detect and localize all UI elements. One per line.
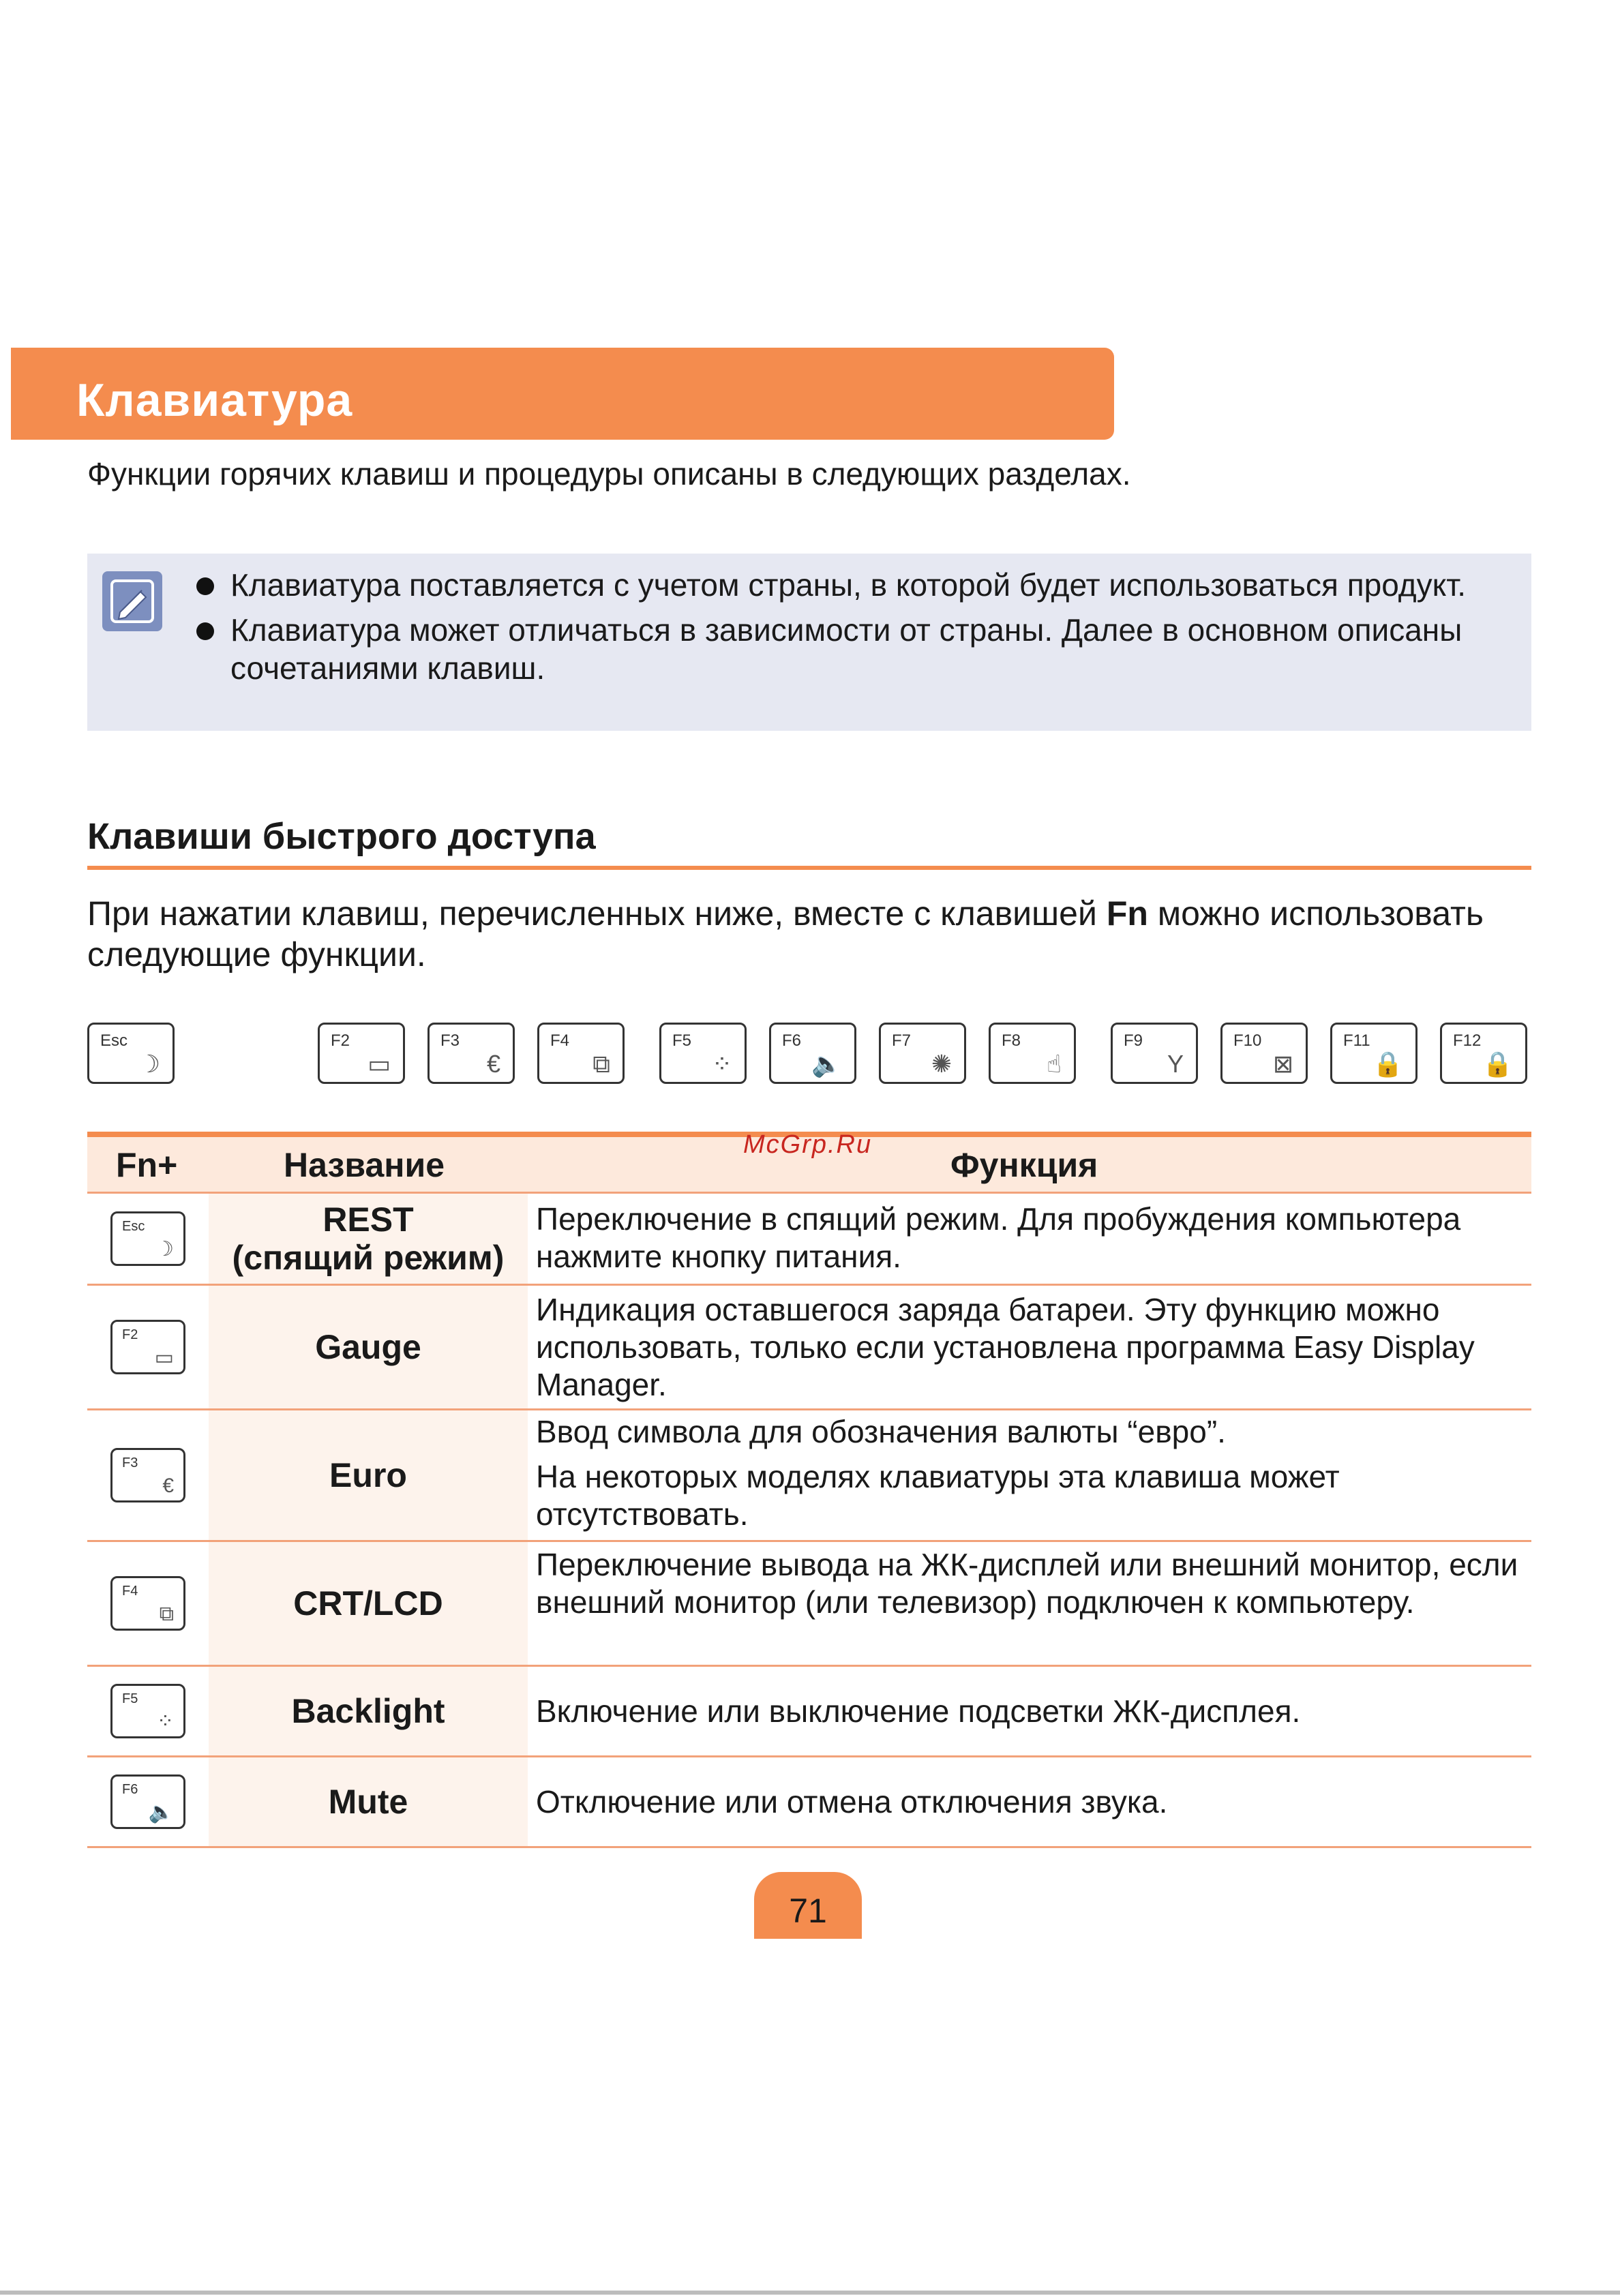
note-list — [196, 566, 1519, 694]
brightness-icon: ✺ — [931, 1050, 952, 1078]
desc-key: Fn — [1106, 894, 1148, 933]
row-name: CRT/LCD — [293, 1584, 443, 1622]
display-off-icon: ⊠ — [1272, 1050, 1293, 1078]
note-item-text: Клавиатура может отличаться в зависимости от страны. Далее в основном описаны сочетаниями клавиш. — [230, 612, 1462, 686]
key-f12: F12 🔒 — [1440, 1023, 1527, 1084]
battery-icon: ▭ — [367, 1050, 391, 1078]
monitor-switch-icon: ⧉ — [159, 1603, 174, 1625]
key-f10: F10 ⊠ — [1220, 1023, 1308, 1084]
moon-sleep-icon: ☽ — [155, 1238, 174, 1260]
page-bottom-rule — [0, 2291, 1620, 2295]
key-f9: F9 Y — [1111, 1023, 1198, 1084]
key-f5: F5 ⁘ — [110, 1684, 185, 1738]
row-function: Переключение в спящий режим. Для пробуждения компьютера нажмите кнопку питания. — [536, 1201, 1461, 1274]
note-box — [87, 554, 1531, 731]
page-number: 71 — [789, 1892, 827, 1930]
row-name: Euro — [329, 1456, 407, 1494]
key-f2: F2 ▭ — [110, 1320, 185, 1374]
row-function: Переключение вывода на ЖК-дисплей или внешний монитор, если внешний монитор (или телевизор) подключен к компьютеру. — [536, 1547, 1518, 1620]
monitor-switch-icon: ⧉ — [592, 1050, 610, 1078]
note-item — [196, 611, 1519, 687]
table-row — [87, 1286, 1531, 1410]
battery-icon: ▭ — [154, 1346, 174, 1369]
table-row — [87, 1194, 1531, 1286]
table-row — [87, 1757, 1531, 1848]
key-f8: F8 ☝ — [989, 1023, 1076, 1084]
row-name: Mute — [328, 1783, 408, 1821]
table-row — [87, 1410, 1531, 1542]
header-name: Название — [284, 1146, 445, 1184]
scroll-lock-icon: 🔒 — [1482, 1050, 1513, 1078]
mute-icon: 🔈 — [148, 1801, 174, 1824]
key-f6: F6 🔈 — [769, 1023, 856, 1084]
note-item-text: Клавиатура поставляется с учетом страны, в которой будет использоваться продукт. — [230, 567, 1467, 603]
key-f3: F3 € — [110, 1448, 185, 1502]
row-function: На некоторых моделях клавиатуры эта клавиша может отсутствовать. — [536, 1459, 1340, 1532]
num-lock-icon: 🔒 — [1372, 1050, 1403, 1078]
page-title: Клавиатура — [76, 374, 353, 426]
backlight-icon: ⁘ — [156, 1710, 174, 1733]
euro-icon: € — [486, 1050, 500, 1078]
table-row — [87, 1542, 1531, 1667]
row-name: REST (спящий режим) — [232, 1200, 505, 1277]
backlight-icon: ⁘ — [711, 1050, 732, 1078]
row-name: Backlight — [291, 1692, 445, 1730]
section-description — [87, 893, 1531, 975]
bullet-icon — [196, 577, 214, 595]
row-function: Включение или выключение подсветки ЖК-дисплея. — [536, 1693, 1301, 1729]
row-function: Отключение или отмена отключения звука. — [536, 1784, 1168, 1819]
key-f11: F11 🔒 — [1330, 1023, 1418, 1084]
watermark: McGrp.Ru — [743, 1130, 873, 1159]
key-esc: Esc ☽ — [110, 1211, 185, 1266]
table-row — [87, 1667, 1531, 1757]
row-function: Индикация оставшегося заряда батареи. Эту функцию можно использовать, только если установлена программа Easy Display Manager. — [536, 1292, 1475, 1402]
key-f3: F3 € — [427, 1023, 515, 1084]
desc-after: можно использовать следующие функции. — [87, 894, 1484, 973]
desc-before: При нажатии клавиш, перечисленных ниже, вместе с клавишей — [87, 894, 1107, 933]
key-f4: F4 ⧉ — [110, 1576, 185, 1631]
key-f5: F5 ⁘ — [659, 1023, 747, 1084]
header-function: Функция — [950, 1146, 1098, 1184]
bullet-icon — [196, 622, 214, 640]
moon-sleep-icon: ☽ — [138, 1050, 160, 1078]
key-f2: F2 ▭ — [318, 1023, 405, 1084]
key-esc: Esc ☽ — [87, 1023, 175, 1084]
intro-text: Функции горячих клавиш и процедуры описаны в следующих разделах. — [87, 456, 1131, 492]
section-title: Клавиши быстрого доступа — [87, 816, 596, 857]
key-f4: F4 ⧉ — [537, 1023, 625, 1084]
pencil-note-icon — [102, 571, 162, 631]
mute-icon: 🔈 — [811, 1050, 842, 1078]
euro-icon: € — [162, 1475, 174, 1497]
header-fn: Fn+ — [116, 1146, 178, 1184]
row-name: Gauge — [315, 1328, 421, 1366]
touchpad-icon: ☝ — [1047, 1050, 1062, 1078]
key-f6: F6 🔈 — [110, 1774, 185, 1829]
note-item — [196, 566, 1519, 604]
key-f7: F7 ✺ — [879, 1023, 966, 1084]
row-function: Ввод символа для обозначения валюты “евро”. — [536, 1414, 1226, 1449]
section-divider — [87, 866, 1531, 870]
wireless-antenna-icon: Y — [1167, 1050, 1184, 1078]
